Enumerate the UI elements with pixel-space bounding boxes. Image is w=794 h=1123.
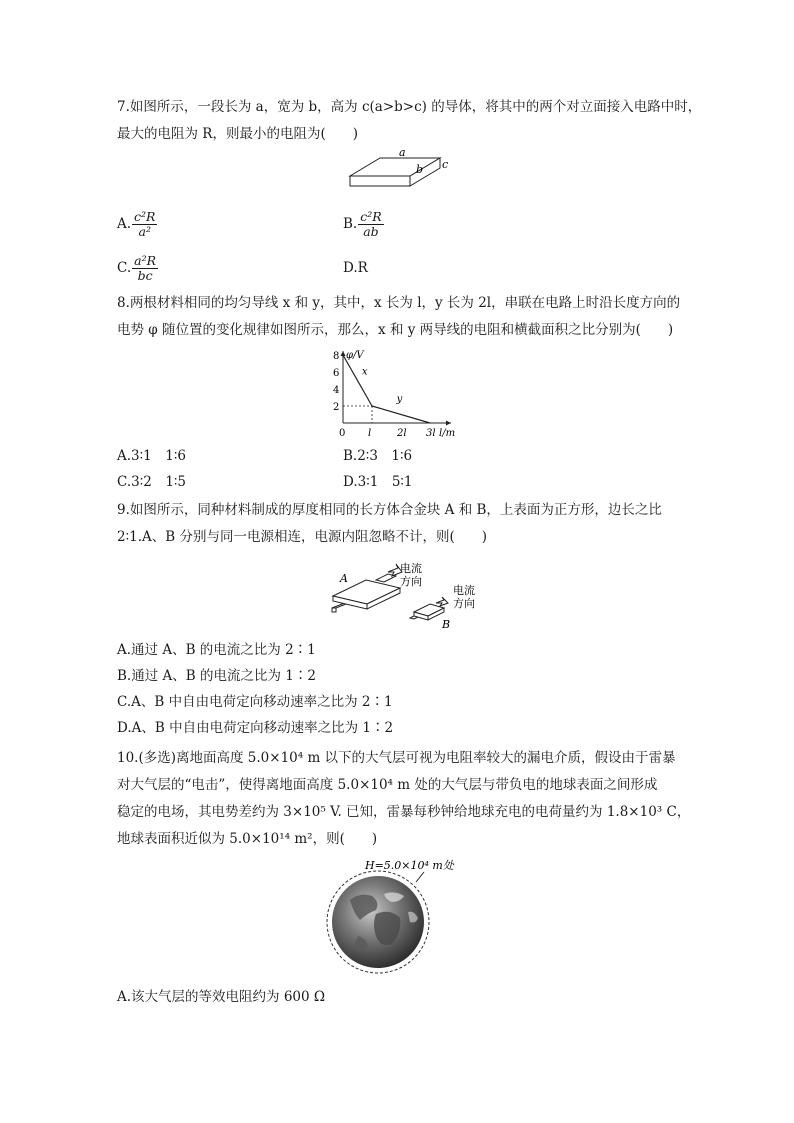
x-tick-label: 3l bbox=[426, 428, 436, 439]
q10-stem-line2: 对大气层的“电击”，使得离地面高度 5.0×10⁴ m 处的大气层与带负电的地球表面之间形成 bbox=[117, 777, 658, 793]
q10-height-label: H=5.0×10⁴ m处 bbox=[365, 859, 454, 872]
q7-option-c-denominator: bc bbox=[137, 268, 153, 283]
q7-stem-line2: 最大的电阻为 R，则最小的电阻为( ) bbox=[117, 126, 358, 142]
q7-option-b-numerator: c²R bbox=[360, 209, 382, 224]
q7-option-a-fraction bbox=[132, 210, 157, 239]
q7-option-b-fraction bbox=[358, 210, 383, 239]
q8-potential-chart bbox=[325, 345, 465, 440]
q9-stem-line2: 2∶1.A、B 分别与同一电源相连，电源内阻忽略不计，则( ) bbox=[117, 529, 487, 545]
q9-option-a[interactable]: A.通过 A、B 的电流之比为 2∶1 bbox=[117, 642, 316, 658]
q9-label-b: B bbox=[442, 618, 451, 631]
q10-label-pointer bbox=[416, 872, 424, 882]
y-axis-label: φ/V bbox=[346, 350, 364, 361]
q8-option-d[interactable]: D.3∶1 5∶1 bbox=[343, 474, 413, 490]
q9-current-arrow-b bbox=[436, 597, 448, 606]
q7-option-c[interactable] bbox=[117, 254, 158, 283]
q7-conductor-figure bbox=[340, 146, 450, 200]
q10-stem-line1: 10.(多选)离地面高度 5.0×10⁴ m 以下的大气层可视为电阻率较大的漏电介质，假设由于雷暴 bbox=[117, 750, 676, 766]
q8-option-c[interactable]: C.3∶2 1∶5 bbox=[117, 474, 187, 490]
q9-label-dir1: 方向 bbox=[400, 575, 422, 588]
q7-label-c: c bbox=[442, 158, 449, 171]
q10-stem-line4: 地球表面积近似为 5.0×10¹⁴ m²，则( ) bbox=[117, 831, 378, 847]
q8-stem-line1: 8.两根材料相同的均匀导线 x 和 y，其中，x 长为 l，y 长为 2l，串联在电路上时沿长度方向的 bbox=[117, 295, 681, 311]
y-tick-label: 8 bbox=[333, 351, 340, 362]
x-axis-arrow bbox=[446, 421, 451, 426]
x-tick-label: l bbox=[368, 428, 372, 439]
q9-alloy-blocks-figure bbox=[318, 556, 488, 632]
q7-stem-line1: 7.如图所示，一段长为 a，宽为 b，高为 c(a>b>c) 的导体，将其中的两个对立面接入电路中时， bbox=[117, 99, 702, 115]
q9-option-d[interactable]: D.A、B 中自由电荷定向移动速率之比为 1∶2 bbox=[117, 720, 394, 736]
x-axis-label: l/m bbox=[439, 428, 456, 439]
q10-earth-figure bbox=[320, 852, 480, 980]
q8-option-a[interactable]: A.3∶1 1∶6 bbox=[117, 448, 186, 464]
q7-option-b-denominator: ab bbox=[363, 224, 379, 239]
q9-label-a: A bbox=[340, 572, 348, 585]
q7-label-a: a bbox=[399, 146, 406, 159]
q9-label-current1: 电流 bbox=[400, 562, 422, 575]
q10-option-a[interactable]: A.该大气层的等效电阻约为 600 Ω bbox=[117, 989, 326, 1005]
q7-option-a-numerator: c²R bbox=[134, 209, 156, 224]
q7-option-b-prefix: B. bbox=[343, 216, 358, 232]
q7-option-c-numerator: a²R bbox=[134, 253, 157, 268]
x-tick-label: 0 bbox=[339, 428, 346, 439]
q8-stem-line2: 电势 φ 随位置的变化规律如图所示，那么，x 和 y 两导线的电阻和横截面积之比分别为( ) bbox=[117, 322, 674, 338]
q7-option-b[interactable] bbox=[343, 210, 384, 239]
q9-option-b[interactable]: B.通过 A、B 的电流之比为 1∶2 bbox=[117, 668, 316, 684]
q10-stem-line3: 稳定的电场，其电势差约为 3×10⁵ V. 已知，雷暴每秒钟给地球充电的电荷量约为 1.8×10³ C， bbox=[117, 804, 691, 820]
q9-stem-line1: 9.如图所示，同种材料制成的厚度相同的长方体合金块 A 和 B，上表面为正方形，边长之比 bbox=[117, 502, 662, 518]
series-line-y bbox=[372, 406, 430, 423]
q9-option-c[interactable]: C.A、B 中自由电荷定向移动速率之比为 2∶1 bbox=[117, 694, 393, 710]
q7-label-b: b bbox=[416, 163, 424, 176]
q8-option-b[interactable]: B.2∶3 1∶6 bbox=[343, 448, 413, 464]
q7-option-a-prefix: A. bbox=[117, 216, 132, 232]
y-tick-label: 4 bbox=[333, 385, 340, 396]
q9-label-dir2: 方向 bbox=[453, 597, 475, 610]
q7-option-a[interactable] bbox=[117, 210, 157, 239]
series-line-x bbox=[343, 355, 372, 406]
q7-option-d[interactable]: D.R bbox=[343, 260, 368, 276]
q7-option-a-denominator: a² bbox=[138, 224, 151, 239]
series-label-x: x bbox=[361, 366, 368, 378]
q7-option-c-fraction bbox=[132, 254, 158, 283]
y-tick-label: 6 bbox=[333, 368, 340, 379]
q9-label-current2: 电流 bbox=[453, 584, 475, 597]
q7-option-c-prefix: C. bbox=[117, 260, 132, 276]
y-tick-label: 2 bbox=[333, 402, 340, 413]
x-tick-label: 2l bbox=[397, 428, 407, 439]
series-label-y: y bbox=[396, 393, 403, 405]
